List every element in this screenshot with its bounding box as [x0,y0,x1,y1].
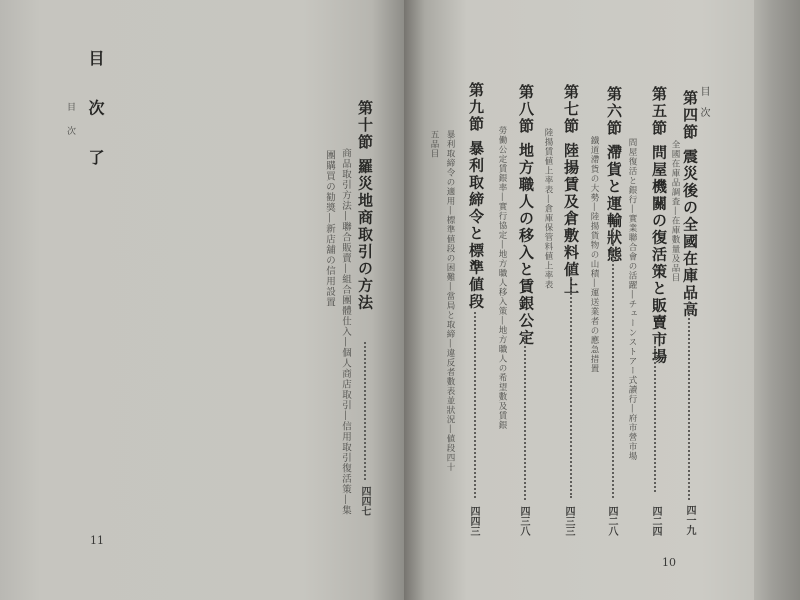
section-heading: 第八節 地方職人の移入と賃銀公定 [517,84,535,347]
leader-dots [570,270,572,498]
section-heading: 第四節 震災後の全國在庫品高 [681,90,699,319]
page-number: 四三三 [563,506,574,536]
leader-dots [524,335,526,500]
section-detail: 鐵道滯貨の大勢―陸揚貨物の山積―運送業者の應急措置 [589,136,599,374]
section-heading: 第十節 羅災地商取引の方法 [356,100,374,312]
section-detail: 勞働公定賃銀率―實行協定―地方職人移入策―地方職人の希望數及賃銀 [497,126,507,430]
book-edge [754,0,800,600]
page-number: 四四三 [468,506,479,536]
page-folio: 11 [90,534,104,547]
page-number: 四三八 [518,506,529,536]
page-number: 四一九 [684,505,695,535]
section-detail: 問屋復活と銀行―實業聯合會の活躍―チェーンストアー式讀行―府市營市場 [627,138,637,461]
page-number: 四四七 [359,486,370,516]
section-detail: 全國在庫品調査―在庫數量及品目 [670,140,680,283]
section-detail: 陸揚賃値上率表―倉庫保管料値上率表 [543,128,553,290]
section-detail: 商品取引方法―聯合販賣―組合團體仕入―個人商店取引―信用取引復活策―集 [340,148,351,516]
section-heading: 第六節 滯貨と運輸狀態 [605,86,623,264]
leader-dots [612,228,614,498]
section-heading: 第七節 陸揚賃及倉敷料値上 [562,84,580,296]
leader-dots [364,342,366,480]
section-detail: 團購買の勧獎―新店舖の信用設置 [324,150,335,308]
leader-dots [688,290,690,500]
page-number: 四二八 [606,506,617,536]
section-heading: 第九節 暴利取締令と標準値段 [467,82,485,311]
section-detail: 暴利取締令の適用―標準値段の困難―當局と取締―違反者數表並狀況―値段四十 [445,130,455,472]
runner-subtitle: 目 次 [65,102,75,141]
leader-dots [474,312,476,498]
page-folio: 10 [662,556,676,569]
leader-dots [654,342,656,492]
section-heading: 第五節 問屋機關の復活策と販賣市場 [650,86,668,366]
right-page [404,0,754,600]
runner-title: 目 次 了 [86,50,105,180]
running-head: 目 次 [698,86,709,122]
section-detail: 五品目 [429,130,439,159]
page-number: 四二四 [650,506,661,536]
